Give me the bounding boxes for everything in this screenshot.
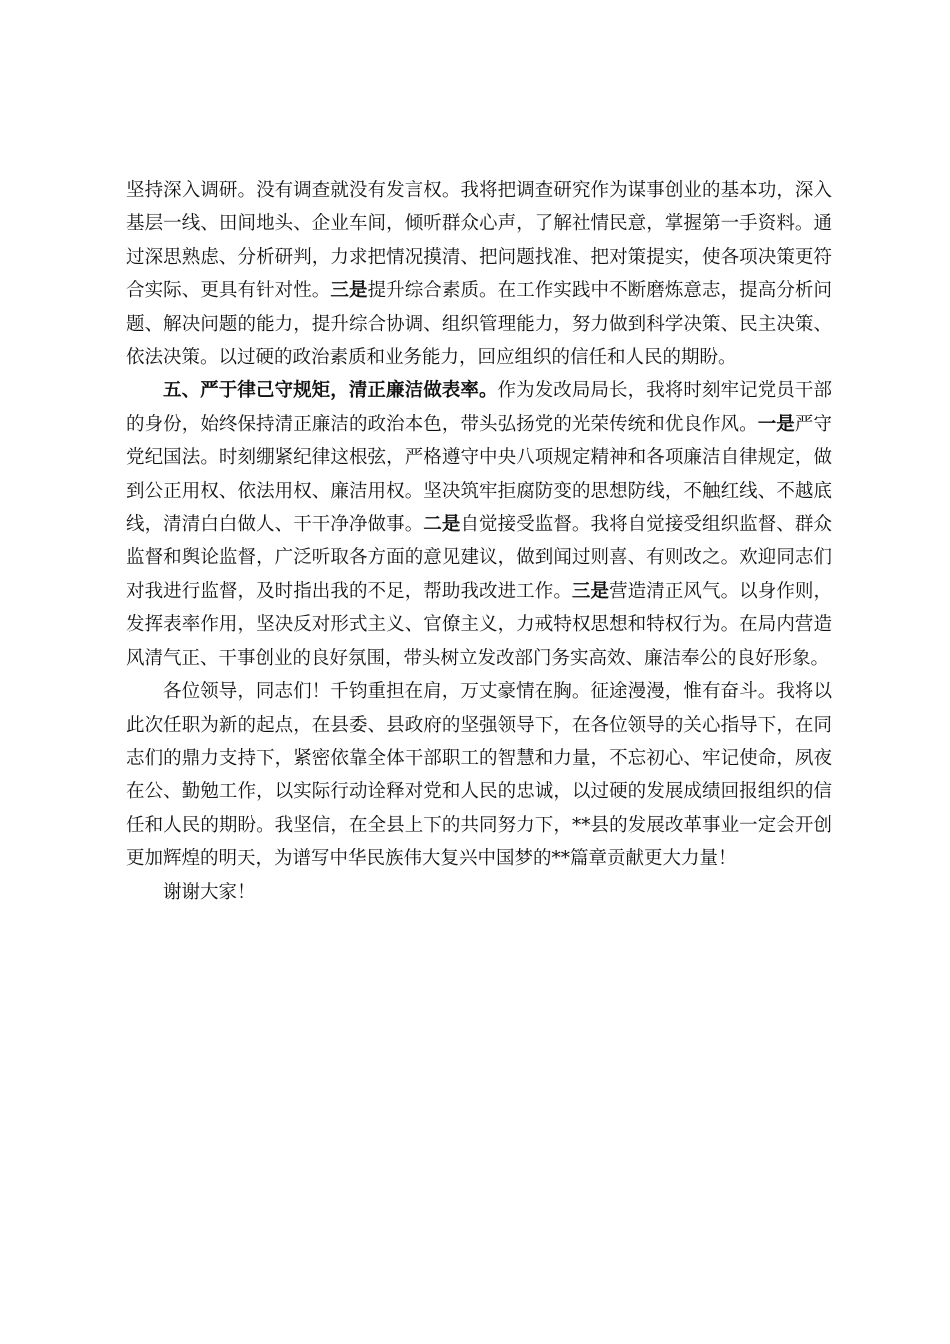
- paragraph-integrity-section: [126, 374, 832, 675]
- paragraph-text: 营造清正风气。以身作则，发挥表率作用，坚决反对形式主义、官僚主义，力戒特权思想和特权行为。在局内营造风清气正、干事创业的良好氛围，带头树立发改部门务实高效、廉洁奉公的良好形象。: [126, 580, 832, 669]
- bold-marker-second: 二是: [423, 514, 461, 536]
- bold-marker-first: 一是: [757, 413, 795, 435]
- paragraph-text: 作为发改局局长，我将时刻牢记党员干部的身份，始终保持清正廉洁的政治本色，带头弘扬党的光荣传统和优良作风。: [126, 380, 832, 435]
- bold-marker-third: 三是: [571, 580, 610, 602]
- bold-marker-third: 三是: [330, 280, 368, 302]
- paragraph-text: 提升综合素质。在工作实践中不断磨炼意志，提高分析问题、解决问题的能力，提升综合协调、组织管理能力，努力做到科学决策、民主决策、依法决策。以过硬的政治素质和业务能力，回应组织的信任和人民的期盼。: [126, 280, 832, 369]
- document-page: [126, 174, 832, 909]
- paragraph-study-and-quality: [126, 174, 832, 374]
- section-heading: 五、严于律己守规矩，清正廉洁做表率。: [163, 380, 498, 402]
- paragraph-text: 坚持深入调研。没有调查就没有发言权。我将把调查研究作为谋事创业的基本功，深入基层一线、田间地头、企业车间，倾听群众心声，了解社情民意，掌握第一手资料。通过深思熟虑、分析研判，力求把情况摸清、把问题找准、把对策提实，使各项决策更符合实际、更具有针对性。: [126, 180, 832, 302]
- paragraph-closing-remarks: 各位领导，同志们！千钧重担在肩，万丈豪情在胸。征途漫漫，惟有奋斗。我将以此次任职为新的起点，在县委、县政府的坚强领导下，在各位领导的关心指导下，在同志们的鼎力支持下，紧密依靠全体干部职工的智慧和力量，不忘初心、牢记使命，夙夜在公、勤勉工作，以实际行动诠释对党和人民的忠诚，以过硬的发展成绩回报组织的信任和人民的期盼。我坚信，在全县上下的共同努力下，**县的发展改革事业一定会开创更加辉煌的明天，为谱写中华民族伟大复兴中国梦的**篇章贡献更大力量！: [126, 681, 832, 870]
- paragraph-text: 严守党纪国法。时刻绷紧纪律这根弦，严格遵守中央八项规定精神和各项廉洁自律规定，做到公正用权、依法用权、廉洁用权。坚决筑牢拒腐防变的思想防线，不触红线、不越底线，清清白白做人、干干净净做事。: [126, 413, 832, 536]
- paragraph-text: 自觉接受监督。我将自觉接受组织监督、群众监督和舆论监督，广泛听取各方面的意见建议，做到闻过则喜、有则改之。欢迎同志们对我进行监督，及时指出我的不足，帮助我改进工作。: [126, 514, 832, 602]
- paragraph-thanks: 谢谢大家！: [163, 881, 256, 903]
